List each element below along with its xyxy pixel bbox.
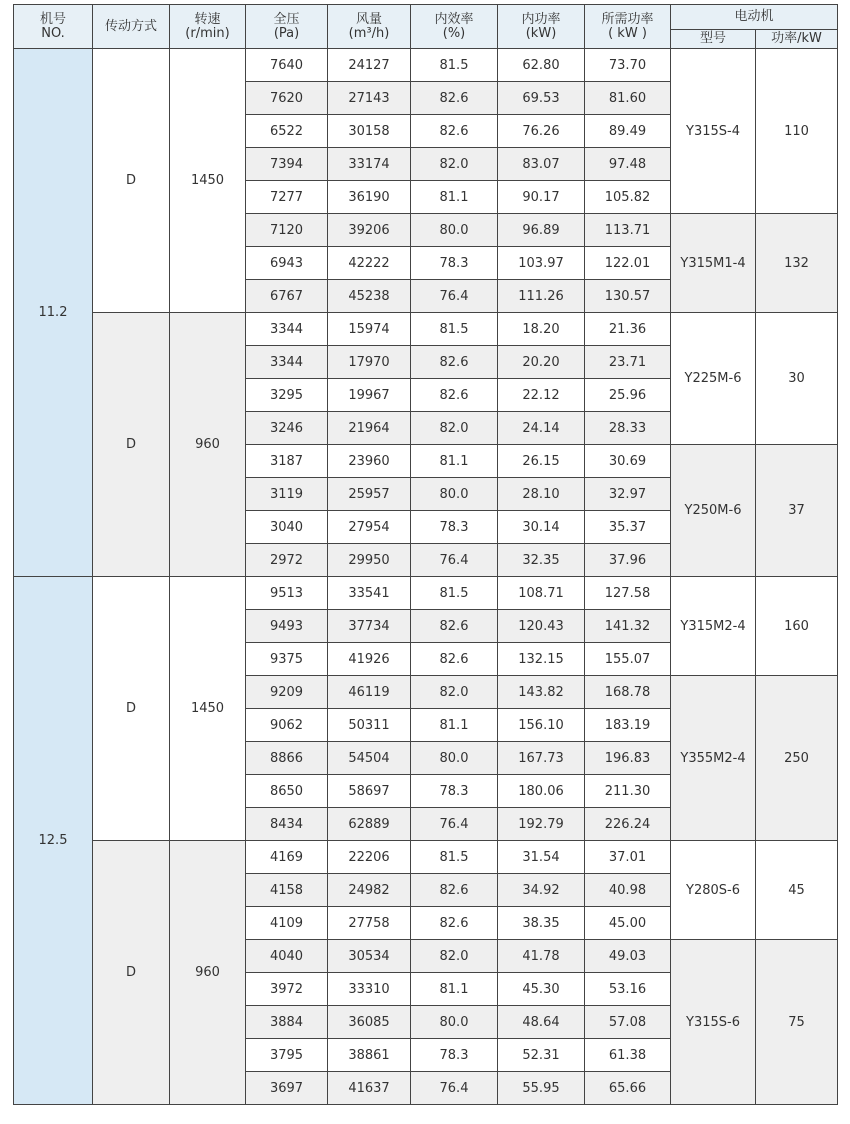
flow-cell: 15974 bbox=[328, 313, 411, 346]
required-power-cell: 37.01 bbox=[585, 841, 671, 874]
efficiency-cell: 82.0 bbox=[411, 940, 498, 973]
speed-cell: 1450 bbox=[170, 49, 246, 313]
efficiency-cell: 81.1 bbox=[411, 973, 498, 1006]
internal-power-cell: 48.64 bbox=[498, 1006, 585, 1039]
flow-cell: 46119 bbox=[328, 676, 411, 709]
internal-power-cell: 143.82 bbox=[498, 676, 585, 709]
col-header-flow-label: 风量 bbox=[355, 11, 382, 27]
motor-power-cell: 30 bbox=[756, 313, 838, 445]
internal-power-cell: 41.78 bbox=[498, 940, 585, 973]
pressure-cell: 3295 bbox=[246, 379, 328, 412]
flow-cell: 27954 bbox=[328, 511, 411, 544]
pressure-cell: 4169 bbox=[246, 841, 328, 874]
motor-power-cell: 110 bbox=[756, 49, 838, 214]
drive-mode-cell: D bbox=[93, 313, 170, 577]
flow-cell: 62889 bbox=[328, 808, 411, 841]
required-power-cell: 113.71 bbox=[585, 214, 671, 247]
efficiency-cell: 81.5 bbox=[411, 49, 498, 82]
table-body bbox=[14, 49, 838, 1105]
pressure-cell: 3344 bbox=[246, 313, 328, 346]
pressure-cell: 7277 bbox=[246, 181, 328, 214]
flow-cell: 19967 bbox=[328, 379, 411, 412]
internal-power-cell: 62.80 bbox=[498, 49, 585, 82]
motor-power-cell: 250 bbox=[756, 676, 838, 841]
pressure-cell: 9062 bbox=[246, 709, 328, 742]
col-header-drive bbox=[93, 5, 170, 49]
required-power-cell: 23.71 bbox=[585, 346, 671, 379]
col-header-flow bbox=[328, 5, 411, 49]
col-header-speed bbox=[170, 5, 246, 49]
col-header-reqpower-label: 所需功率 bbox=[601, 11, 654, 27]
flow-cell: 17970 bbox=[328, 346, 411, 379]
required-power-cell: 61.38 bbox=[585, 1039, 671, 1072]
efficiency-cell: 82.6 bbox=[411, 907, 498, 940]
required-power-cell: 37.96 bbox=[585, 544, 671, 577]
motor-power-cell: 45 bbox=[756, 841, 838, 940]
required-power-cell: 40.98 bbox=[585, 874, 671, 907]
col-header-inpower-unit: (kW) bbox=[525, 25, 557, 41]
flow-cell: 29950 bbox=[328, 544, 411, 577]
col-header-motor: 电动机 bbox=[671, 5, 838, 30]
internal-power-cell: 38.35 bbox=[498, 907, 585, 940]
efficiency-cell: 82.6 bbox=[411, 379, 498, 412]
efficiency-cell: 76.4 bbox=[411, 544, 498, 577]
flow-cell: 41637 bbox=[328, 1072, 411, 1105]
internal-power-cell: 28.10 bbox=[498, 478, 585, 511]
required-power-cell: 32.97 bbox=[585, 478, 671, 511]
efficiency-cell: 81.1 bbox=[411, 445, 498, 478]
efficiency-cell: 78.3 bbox=[411, 1039, 498, 1072]
efficiency-cell: 81.5 bbox=[411, 841, 498, 874]
motor-power-cell: 37 bbox=[756, 445, 838, 577]
pressure-cell: 3697 bbox=[246, 1072, 328, 1105]
flow-cell: 30534 bbox=[328, 940, 411, 973]
internal-power-cell: 156.10 bbox=[498, 709, 585, 742]
internal-power-cell: 192.79 bbox=[498, 808, 585, 841]
required-power-cell: 81.60 bbox=[585, 82, 671, 115]
required-power-cell: 35.37 bbox=[585, 511, 671, 544]
pressure-cell: 8434 bbox=[246, 808, 328, 841]
required-power-cell: 53.16 bbox=[585, 973, 671, 1006]
flow-cell: 23960 bbox=[328, 445, 411, 478]
efficiency-cell: 76.4 bbox=[411, 1072, 498, 1105]
required-power-cell: 73.70 bbox=[585, 49, 671, 82]
efficiency-cell: 82.6 bbox=[411, 82, 498, 115]
pressure-cell: 8650 bbox=[246, 775, 328, 808]
efficiency-cell: 82.6 bbox=[411, 643, 498, 676]
internal-power-cell: 52.31 bbox=[498, 1039, 585, 1072]
motor-model-cell: Y315S-4 bbox=[671, 49, 756, 214]
efficiency-cell: 78.3 bbox=[411, 775, 498, 808]
col-header-drive-label: 传动方式 bbox=[104, 18, 157, 34]
efficiency-cell: 76.4 bbox=[411, 280, 498, 313]
internal-power-cell: 83.07 bbox=[498, 148, 585, 181]
col-header-reqpower-unit: ( kW ) bbox=[608, 25, 647, 41]
pressure-cell: 6943 bbox=[246, 247, 328, 280]
internal-power-cell: 132.15 bbox=[498, 643, 585, 676]
motor-model-cell: Y280S-6 bbox=[671, 841, 756, 940]
flow-cell: 36085 bbox=[328, 1006, 411, 1039]
motor-model-cell: Y250M-6 bbox=[671, 445, 756, 577]
efficiency-cell: 82.0 bbox=[411, 676, 498, 709]
efficiency-cell: 82.6 bbox=[411, 874, 498, 907]
pressure-cell: 3795 bbox=[246, 1039, 328, 1072]
efficiency-cell: 82.6 bbox=[411, 115, 498, 148]
fan-number-cell: 12.5 bbox=[14, 577, 93, 1105]
speed-cell: 1450 bbox=[170, 577, 246, 841]
col-header-flow-unit: (m³/h) bbox=[348, 25, 390, 41]
col-header-no bbox=[14, 5, 93, 49]
internal-power-cell: 103.97 bbox=[498, 247, 585, 280]
required-power-cell: 89.49 bbox=[585, 115, 671, 148]
pressure-cell: 3884 bbox=[246, 1006, 328, 1039]
required-power-cell: 122.01 bbox=[585, 247, 671, 280]
efficiency-cell: 80.0 bbox=[411, 1006, 498, 1039]
col-header-pressure-unit: (Pa) bbox=[273, 25, 300, 41]
col-header-inpower-label: 内功率 bbox=[521, 11, 561, 27]
internal-power-cell: 24.14 bbox=[498, 412, 585, 445]
internal-power-cell: 34.92 bbox=[498, 874, 585, 907]
internal-power-cell: 22.12 bbox=[498, 379, 585, 412]
motor-power-cell: 132 bbox=[756, 214, 838, 313]
required-power-cell: 168.78 bbox=[585, 676, 671, 709]
col-header-eff-label: 内效率 bbox=[434, 11, 474, 27]
internal-power-cell: 69.53 bbox=[498, 82, 585, 115]
table-row bbox=[14, 49, 838, 82]
internal-power-cell: 32.35 bbox=[498, 544, 585, 577]
internal-power-cell: 55.95 bbox=[498, 1072, 585, 1105]
flow-cell: 33174 bbox=[328, 148, 411, 181]
internal-power-cell: 108.71 bbox=[498, 577, 585, 610]
flow-cell: 33310 bbox=[328, 973, 411, 1006]
required-power-cell: 211.30 bbox=[585, 775, 671, 808]
required-power-cell: 105.82 bbox=[585, 181, 671, 214]
table-row bbox=[14, 841, 838, 874]
table-row bbox=[14, 577, 838, 610]
efficiency-cell: 76.4 bbox=[411, 808, 498, 841]
motor-model-cell: Y225M-6 bbox=[671, 313, 756, 445]
efficiency-cell: 78.3 bbox=[411, 247, 498, 280]
pressure-cell: 7394 bbox=[246, 148, 328, 181]
pressure-cell: 3040 bbox=[246, 511, 328, 544]
pressure-cell: 7120 bbox=[246, 214, 328, 247]
flow-cell: 24982 bbox=[328, 874, 411, 907]
internal-power-cell: 90.17 bbox=[498, 181, 585, 214]
flow-cell: 37734 bbox=[328, 610, 411, 643]
pressure-cell: 4040 bbox=[246, 940, 328, 973]
motor-model-cell: Y355M2-4 bbox=[671, 676, 756, 841]
internal-power-cell: 18.20 bbox=[498, 313, 585, 346]
flow-cell: 39206 bbox=[328, 214, 411, 247]
efficiency-cell: 82.6 bbox=[411, 346, 498, 379]
flow-cell: 22206 bbox=[328, 841, 411, 874]
motor-power-cell: 75 bbox=[756, 940, 838, 1105]
pressure-cell: 9493 bbox=[246, 610, 328, 643]
efficiency-cell: 82.0 bbox=[411, 412, 498, 445]
internal-power-cell: 111.26 bbox=[498, 280, 585, 313]
efficiency-cell: 82.6 bbox=[411, 610, 498, 643]
drive-mode-cell: D bbox=[93, 49, 170, 313]
flow-cell: 36190 bbox=[328, 181, 411, 214]
table-row bbox=[14, 313, 838, 346]
pressure-cell: 4158 bbox=[246, 874, 328, 907]
pressure-cell: 7640 bbox=[246, 49, 328, 82]
flow-cell: 38861 bbox=[328, 1039, 411, 1072]
col-header-no-en: NO. bbox=[41, 25, 65, 41]
efficiency-cell: 80.0 bbox=[411, 214, 498, 247]
efficiency-cell: 81.5 bbox=[411, 577, 498, 610]
col-header-speed-unit: (r/min) bbox=[185, 25, 230, 41]
motor-power-cell: 160 bbox=[756, 577, 838, 676]
internal-power-cell: 76.26 bbox=[498, 115, 585, 148]
pressure-cell: 6767 bbox=[246, 280, 328, 313]
pressure-cell: 9209 bbox=[246, 676, 328, 709]
required-power-cell: 49.03 bbox=[585, 940, 671, 973]
required-power-cell: 183.19 bbox=[585, 709, 671, 742]
col-header-pressure-label: 全压 bbox=[273, 11, 300, 27]
speed-cell: 960 bbox=[170, 841, 246, 1105]
required-power-cell: 45.00 bbox=[585, 907, 671, 940]
col-header-pressure bbox=[246, 5, 328, 49]
flow-cell: 45238 bbox=[328, 280, 411, 313]
motor-model-cell: Y315M1-4 bbox=[671, 214, 756, 313]
speed-cell: 960 bbox=[170, 313, 246, 577]
required-power-cell: 196.83 bbox=[585, 742, 671, 775]
flow-cell: 30158 bbox=[328, 115, 411, 148]
efficiency-cell: 80.0 bbox=[411, 742, 498, 775]
drive-mode-cell: D bbox=[93, 577, 170, 841]
internal-power-cell: 45.30 bbox=[498, 973, 585, 1006]
required-power-cell: 21.36 bbox=[585, 313, 671, 346]
flow-cell: 58697 bbox=[328, 775, 411, 808]
col-header-eff-unit: (%) bbox=[442, 25, 466, 41]
internal-power-cell: 120.43 bbox=[498, 610, 585, 643]
pressure-cell: 6522 bbox=[246, 115, 328, 148]
internal-power-cell: 167.73 bbox=[498, 742, 585, 775]
efficiency-cell: 81.5 bbox=[411, 313, 498, 346]
internal-power-cell: 96.89 bbox=[498, 214, 585, 247]
required-power-cell: 28.33 bbox=[585, 412, 671, 445]
efficiency-cell: 80.0 bbox=[411, 478, 498, 511]
efficiency-cell: 81.1 bbox=[411, 181, 498, 214]
col-header-reqpower bbox=[585, 5, 671, 49]
flow-cell: 42222 bbox=[328, 247, 411, 280]
flow-cell: 24127 bbox=[328, 49, 411, 82]
pressure-cell: 3344 bbox=[246, 346, 328, 379]
col-header-model: 型号 bbox=[671, 30, 756, 49]
pressure-cell: 9375 bbox=[246, 643, 328, 676]
col-header-inpower bbox=[498, 5, 585, 49]
flow-cell: 54504 bbox=[328, 742, 411, 775]
pressure-cell: 3972 bbox=[246, 973, 328, 1006]
required-power-cell: 141.32 bbox=[585, 610, 671, 643]
fan-performance-table bbox=[13, 4, 838, 1105]
flow-cell: 21964 bbox=[328, 412, 411, 445]
required-power-cell: 127.58 bbox=[585, 577, 671, 610]
pressure-cell: 4109 bbox=[246, 907, 328, 940]
flow-cell: 33541 bbox=[328, 577, 411, 610]
flow-cell: 27143 bbox=[328, 82, 411, 115]
internal-power-cell: 26.15 bbox=[498, 445, 585, 478]
col-header-speed-label: 转速 bbox=[194, 11, 221, 27]
pressure-cell: 3187 bbox=[246, 445, 328, 478]
drive-mode-cell: D bbox=[93, 841, 170, 1105]
required-power-cell: 57.08 bbox=[585, 1006, 671, 1039]
required-power-cell: 97.48 bbox=[585, 148, 671, 181]
flow-cell: 27758 bbox=[328, 907, 411, 940]
required-power-cell: 226.24 bbox=[585, 808, 671, 841]
motor-model-cell: Y315M2-4 bbox=[671, 577, 756, 676]
required-power-cell: 130.57 bbox=[585, 280, 671, 313]
pressure-cell: 2972 bbox=[246, 544, 328, 577]
pressure-cell: 9513 bbox=[246, 577, 328, 610]
internal-power-cell: 180.06 bbox=[498, 775, 585, 808]
required-power-cell: 30.69 bbox=[585, 445, 671, 478]
required-power-cell: 65.66 bbox=[585, 1072, 671, 1105]
internal-power-cell: 20.20 bbox=[498, 346, 585, 379]
internal-power-cell: 30.14 bbox=[498, 511, 585, 544]
col-header-power: 功率/kW bbox=[756, 30, 838, 49]
required-power-cell: 25.96 bbox=[585, 379, 671, 412]
col-header-no-label: 机号 bbox=[39, 11, 66, 27]
pressure-cell: 3119 bbox=[246, 478, 328, 511]
col-header-eff bbox=[411, 5, 498, 49]
pressure-cell: 3246 bbox=[246, 412, 328, 445]
flow-cell: 41926 bbox=[328, 643, 411, 676]
flow-cell: 50311 bbox=[328, 709, 411, 742]
pressure-cell: 7620 bbox=[246, 82, 328, 115]
efficiency-cell: 82.0 bbox=[411, 148, 498, 181]
efficiency-cell: 78.3 bbox=[411, 511, 498, 544]
table-header bbox=[14, 5, 838, 49]
efficiency-cell: 81.1 bbox=[411, 709, 498, 742]
internal-power-cell: 31.54 bbox=[498, 841, 585, 874]
flow-cell: 25957 bbox=[328, 478, 411, 511]
pressure-cell: 8866 bbox=[246, 742, 328, 775]
motor-model-cell: Y315S-6 bbox=[671, 940, 756, 1105]
fan-number-cell: 11.2 bbox=[14, 49, 93, 577]
required-power-cell: 155.07 bbox=[585, 643, 671, 676]
